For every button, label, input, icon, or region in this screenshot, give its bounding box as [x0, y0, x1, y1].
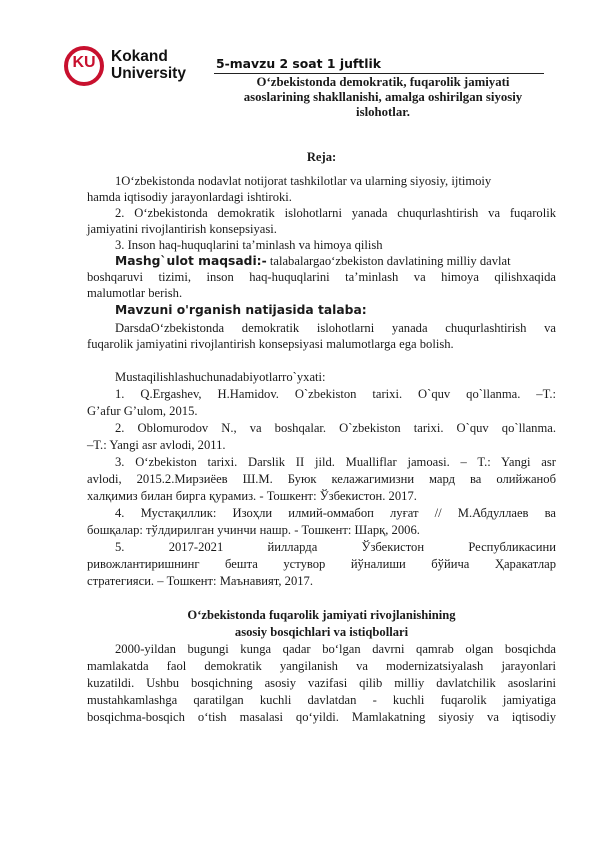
- logo-line-2: University: [111, 65, 186, 82]
- section-para-line-1: 2000-yildan bugungi kunga qadar bo‘lgan davrni qamrab olgan bosqichda: [115, 642, 556, 656]
- goal-line-2: boshqaruvi tizimi, inson haq-huquqlarini ta’minlash va himoya qilishxaqida: [87, 270, 556, 284]
- section-title-line-1: O‘zbekistonda fuqarolik jamiyati rivojlanishining: [187, 608, 456, 622]
- kokand-university-logo: [64, 46, 214, 92]
- literature-line-10: 5. 2017-2021 йилларда Ўзбекистон Республикасини: [115, 540, 556, 554]
- literature-line-3: 2. Oblomurodov N., va boshqalar. O`zbekiston tarixi. O`quv qo`llanma.: [115, 421, 556, 435]
- goal-line-1: [87, 253, 556, 269]
- header-divider: [214, 73, 544, 74]
- goal-label: Mashg`ulot maqsadi:-: [115, 254, 267, 268]
- plan-item-1-cont: hamda iqtisodiy jarayonlardagi ishtiroki.: [87, 190, 292, 204]
- plan-item-2-cont: jamiyatini rivojlantirish konsepsiyasi.: [87, 222, 277, 236]
- plan-title: Reja:: [306, 150, 337, 164]
- literature-line-7: халқимиз билан бирга қурамиз. - Тошкент: Ўзбекистон. 2017.: [87, 489, 417, 503]
- outcome-line-2: fuqarolik jamiyatini rivojlantirish konsepsiyasi malumotlarga ega bolish.: [87, 337, 454, 351]
- logo-line-1: Kokand: [111, 48, 168, 65]
- literature-title: Mustaqilishlashuchunadabiyotlarro`yxati:: [115, 370, 326, 384]
- literature-line-2: G’afur G’ulom, 2015.: [87, 404, 198, 418]
- literature-line-8: 4. Мустақиллик: Изоҳли илмий-оммабоп луғат // М.Абдуллаев ва: [115, 506, 556, 520]
- literature-line-12: стратегияси. – Тошкент: Маънавият, 2017.: [87, 574, 313, 588]
- literature-line-6: avlodi, 2015.2.Мирзиёев Ш.М. Буюк келажагимизни мард ва олийжаноб: [87, 472, 556, 486]
- plan-item-2: 2. O‘zbekistonda demokratik islohotlarni yanada chuqurlashtirish va fuqarolik: [115, 206, 556, 220]
- literature-line-5: 3. O‘zbekiston tarixi. Darslik II jild. Mualliflar jamoasi. – T.: Yangi asr: [115, 455, 556, 469]
- topic-title: [218, 75, 548, 120]
- literature-line-9: бошқалар: тўлдирилган учинчи нашр. - Тошкент: Шарқ, 2006.: [87, 523, 420, 537]
- literature-line-4: –T.: Yangi asr avlodi, 2011.: [87, 438, 226, 452]
- goal-text-1: talabalargao‘zbekiston davlatining milliy davlat: [269, 254, 511, 268]
- logo-mark: KU: [72, 54, 96, 71]
- topic-line-1: O‘zbekistonda demokratik, fuqarolik jamiyati: [256, 75, 510, 89]
- section-para-line-4: mustahkamlashga qaratilgan kuchli davlatdan - kuchli fuqarolik jamiyatiga: [87, 693, 556, 707]
- lesson-header-title: 5-mavzu 2 soat 1 juftlik: [216, 56, 381, 71]
- plan-item-3: 3. Inson haq-huquqlarini ta’minlash va himoya qilish: [115, 238, 383, 252]
- section-para-line-5: bosqichma-bosqich o‘tish masalasi qo‘yildi. Mamlakatning siyosiy va iqtisodiy: [87, 710, 556, 724]
- literature-line-11: ривожлантиришнинг бешта устувор йўналиши бўйича Ҳаракатлар: [87, 557, 556, 571]
- topic-line-2: asoslarining shakllanishi, amalga oshirilgan siyosiy: [243, 90, 523, 104]
- outcome-line-1: DarsdaO‘zbekistonda demokratik islohotlarni yanada chuqurlashtirish va: [115, 321, 556, 335]
- section-title-line-2: asosiy bosqichlari va istiqbollari: [234, 625, 409, 639]
- section-para-line-2: mamlakatda faol demokratik yangilanish va modernizatsiyalash jarayonlari: [87, 659, 556, 673]
- outcome-label: Mavzuni o'rganish natijasida talaba:: [115, 303, 367, 317]
- plan-item-1: 1O‘zbekistonda nodavlat notijorat tashkilotlar va ularning siyosiy, ijtimoiy: [115, 174, 492, 188]
- literature-line-1: 1. Q.Ergashev, H.Hamidov. O`zbekiston tarixi. O`quv qo`llanma. –T.:: [115, 387, 556, 401]
- goal-line-3: malumotlar berish.: [87, 286, 183, 300]
- topic-line-3: islohotlar.: [356, 105, 410, 119]
- section-para-line-3: kuzatildi. Ushbu bosqichning asosiy vazifasi qilib milliy davlatchilik asoslarini: [87, 676, 556, 690]
- logo-wordmark: [111, 48, 186, 82]
